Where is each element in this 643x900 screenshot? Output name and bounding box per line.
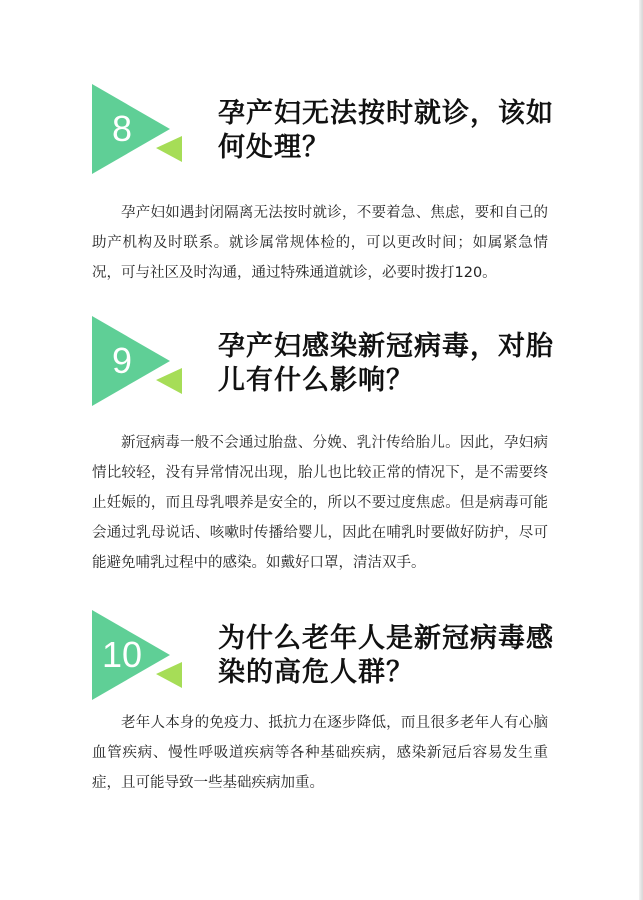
answer-paragraph: 新冠病毒一般不会通过胎盘、分娩、乳汁传给胎儿。因此，孕妇病情比较轻，没有异常情况出现，胎儿也比较正常的情况下，是不需要终止妊娠的，而且母乳喂养是安全的，所以不要过度焦虑。但是病毒可能会通过乳母说话、咳嗽时传播给婴儿，因此在哺乳时要做好防护，尽可能避免哺乳过程中的感染。如戴好口罩，清洁双手。 (92, 435, 548, 571)
answer-paragraph: 老年人本身的免疫力、抵抗力在逐步降低，而且很多老年人有心脑血管疾病、慢性呼吸道疾病等各种基础疾病，感染新冠后容易发生重症，且可能导致一些基础疾病加重。 (92, 715, 548, 791)
badge-number: 10 (102, 634, 143, 675)
question-title (218, 330, 558, 398)
question-title-line2: 儿有什么影响？ (218, 365, 414, 396)
triangle-badge-icon (92, 316, 182, 406)
question-title-line1: 孕产妇感染新冠病毒，对胎 (218, 331, 554, 362)
triangle-badge-icon (92, 84, 182, 174)
question-title (218, 97, 558, 165)
number-badge (92, 316, 182, 406)
answer-paragraph: 孕产妇如遇封闭隔离无法按时就诊，不要着急、焦虑，要和自己的助产机构及时联系。就诊属常规体检的，可以更改时间；如属紧急情况，可与社区及时沟通，通过特殊通道就诊，必要时拨打120。 (92, 205, 548, 281)
question-title-line2: 何处理？ (218, 132, 330, 163)
page-edge-shadow (639, 0, 643, 900)
question-title-line1: 为什么老年人是新冠病毒感 (218, 623, 554, 654)
badge-number: 9 (112, 340, 133, 381)
badge-number: 8 (112, 108, 133, 149)
number-badge (92, 610, 182, 700)
number-badge (92, 84, 182, 174)
question-title-line2: 染的高危人群？ (218, 657, 414, 688)
question-title (218, 622, 558, 690)
question-title-line1: 孕产妇无法按时就诊，该如 (218, 98, 554, 129)
